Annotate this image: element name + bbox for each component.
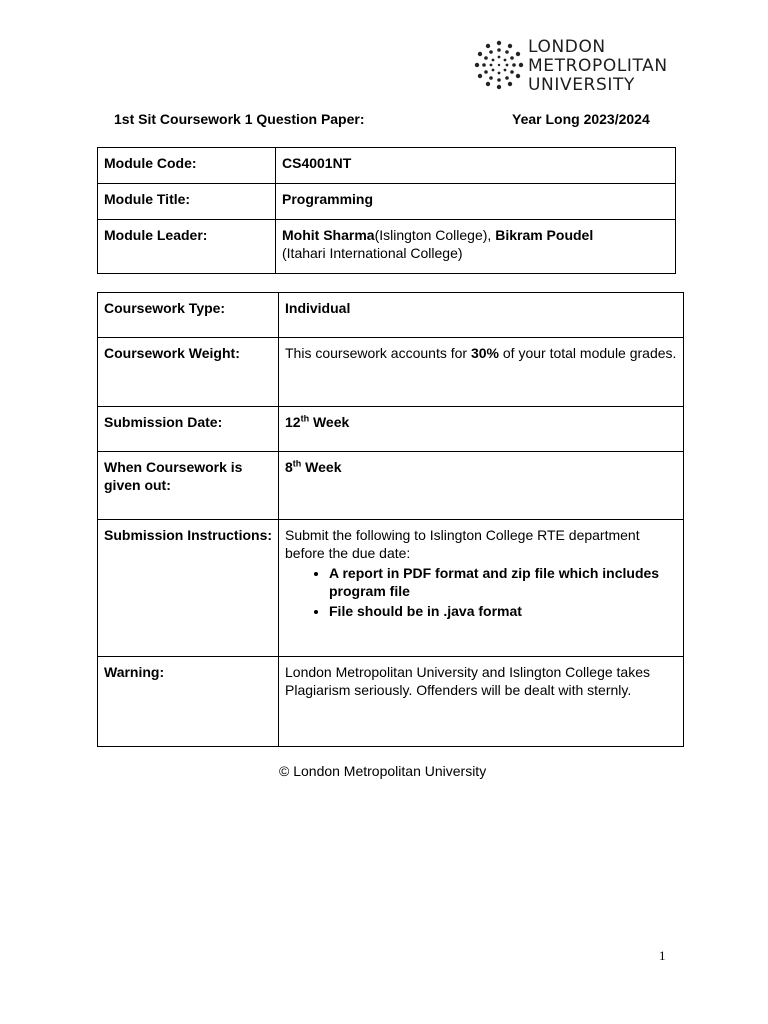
module-title-value: Programming (276, 184, 676, 220)
leader-2-name: Bikram Poudel (495, 227, 594, 243)
logo-line-2: METROPOLITAN (528, 56, 668, 76)
submission-date-value (279, 407, 684, 452)
coursework-info-table (97, 292, 684, 747)
given-out-number: 8 (285, 459, 293, 475)
page-number: 1 (659, 948, 666, 963)
table-row (98, 520, 684, 657)
university-logo (474, 38, 674, 96)
coursework-weight-value (279, 338, 684, 407)
dotted-circle-logo-icon (474, 40, 524, 90)
warning-text: London Metropolitan University and Islington College takes Plagiarism seriously. Offenders will be dealt with sternly. (279, 657, 684, 747)
given-out-label: When Coursework is given out: (98, 452, 279, 520)
leader-1-college: (Islington College), (374, 227, 496, 243)
list-item: • File should be in .java format (329, 602, 677, 620)
table-row (98, 184, 676, 220)
module-leader-label: Module Leader: (98, 220, 276, 274)
leader-2-college: (Itahari International College) (282, 245, 463, 261)
submission-date-label: Submission Date: (98, 407, 279, 452)
logo-line-3: UNIVERSITY (528, 75, 635, 95)
coursework-weight-label: Coursework Weight: (98, 338, 279, 407)
logo-line-1: LONDON (528, 37, 606, 57)
given-out-week: Week (301, 459, 342, 475)
table-row (98, 148, 676, 184)
given-out-value (279, 452, 684, 520)
table-row (98, 338, 684, 407)
module-title-label: Module Title: (98, 184, 276, 220)
logo-wordmark (528, 38, 668, 95)
academic-year: Year Long 2023/2024 (512, 111, 650, 127)
module-code-label: Module Code: (98, 148, 276, 184)
table-row (98, 220, 676, 274)
weight-prefix: This coursework accounts for (285, 345, 471, 361)
table-row (98, 407, 684, 452)
submission-date-number: 12 (285, 414, 301, 430)
submission-date-suffix: th (300, 413, 310, 424)
coursework-type-label: Coursework Type: (98, 293, 279, 338)
weight-percent: 30% (470, 345, 499, 361)
warning-label: Warning: (98, 657, 279, 747)
paper-title: 1st Sit Coursework 1 Question Paper: (114, 111, 365, 127)
list-item: • A report in PDF format and zip file which includes program file (329, 564, 677, 600)
instructions-intro: Submit the following to Islington College RTE department before the due date: (285, 527, 640, 561)
submission-instructions-label: Submission Instructions: (98, 520, 279, 657)
module-leader-value (276, 220, 676, 274)
instructions-list (285, 564, 677, 620)
table-row (98, 293, 684, 338)
submission-instructions-value (279, 520, 684, 657)
table-row (98, 452, 684, 520)
module-info-table (97, 147, 676, 274)
module-code-value: CS4001NT (276, 148, 676, 184)
leader-1-name: Mohit Sharma (282, 227, 375, 243)
coursework-type-value: Individual (279, 293, 684, 338)
table-row (98, 657, 684, 747)
given-out-suffix: th (292, 458, 302, 469)
copyright-notice: © London Metropolitan University (279, 763, 487, 779)
submission-date-week: Week (309, 414, 350, 430)
weight-suffix: of your total module grades. (499, 345, 677, 361)
